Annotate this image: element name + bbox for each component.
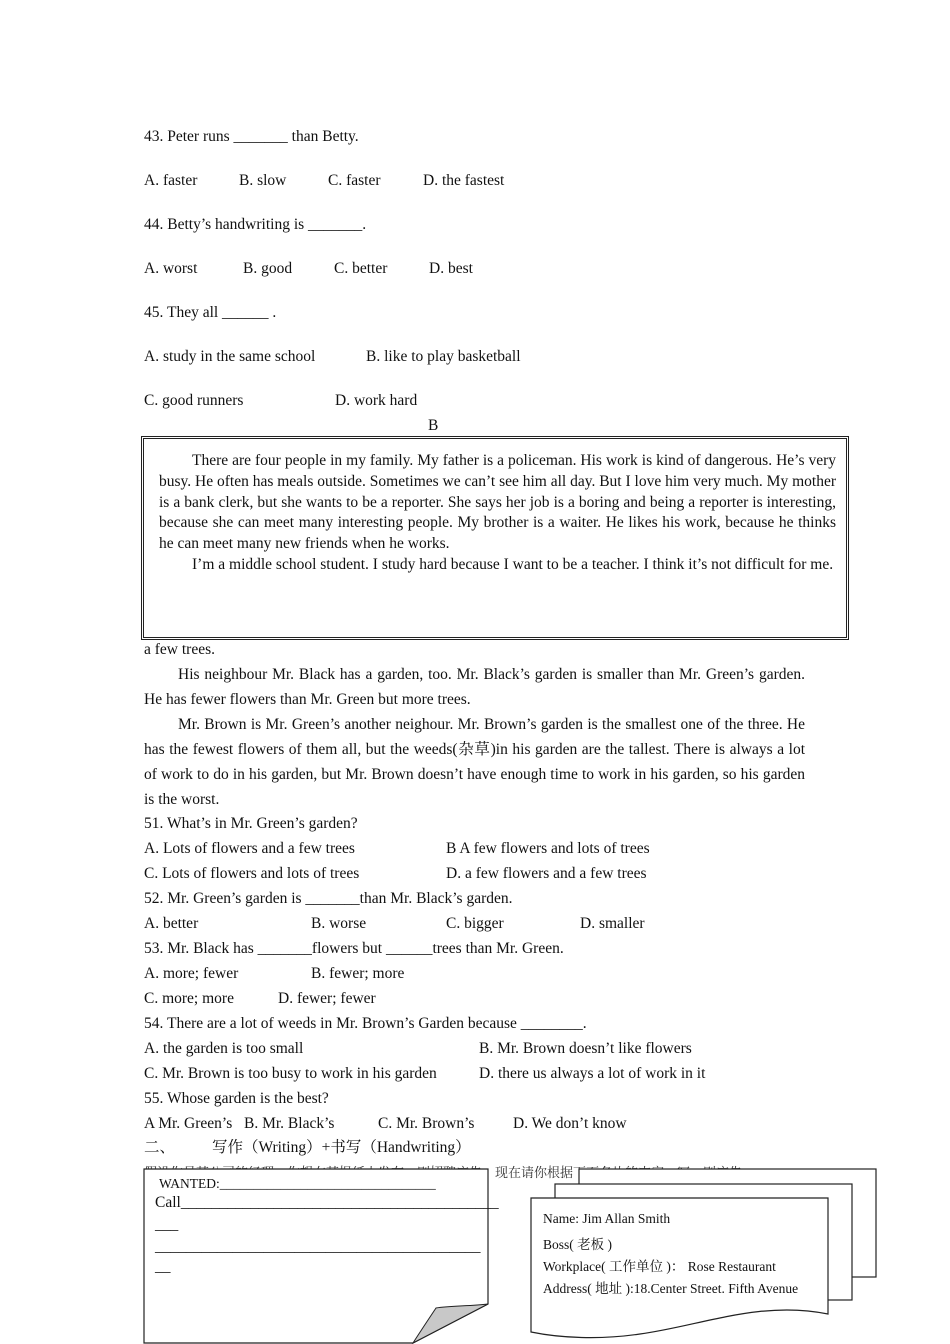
card-workplace: Workplace( 工作单位 )： Rose Restaurant — [543, 1259, 776, 1274]
q55-option-c: C. Mr. Brown’s — [378, 1115, 475, 1132]
q45-option-d: D. work hard — [335, 392, 418, 409]
q52-option-d: D. smaller — [580, 915, 645, 932]
q44-option-a: A. worst — [144, 260, 198, 277]
q53-option-c: C. more; more — [144, 990, 234, 1007]
card-name: Name: Jim Allan Smith — [543, 1211, 671, 1226]
q52-stem: 52. Mr. Green’s garden is _______than Mr. Black’s garden. — [144, 890, 513, 907]
q53-option-d: D. fewer; fewer — [278, 990, 376, 1007]
q53-stem: 53. Mr. Black has _______flowers but ______trees than Mr. Green. — [144, 940, 564, 957]
q55-option-d: D. We don’t know — [513, 1115, 627, 1132]
q54-option-b: B. Mr. Brown doesn’t like flowers — [479, 1040, 692, 1057]
q45-option-a: A. study in the same school — [144, 348, 316, 365]
q52-option-c: C. bigger — [446, 915, 504, 932]
q54-option-d: D. there us always a lot of work in it — [479, 1065, 706, 1082]
q43-option-d: D. the fastest — [423, 172, 505, 189]
q55-stem: 55. Whose garden is the best? — [144, 1090, 329, 1107]
q43-option-a: A. faster — [144, 172, 198, 189]
q53-option-a: A. more; fewer — [144, 965, 239, 982]
section-b-letter: B — [428, 417, 439, 434]
q55-option-b: B. Mr. Black’s — [244, 1115, 335, 1132]
q44-stem: 44. Betty’s handwriting is _______. — [144, 216, 367, 233]
family-passage-p2: I’m a middle school student. I study hard because I want to be a teacher. I think it’s not difficult for me. — [192, 555, 834, 573]
q44-option-c: C. better — [334, 260, 388, 277]
family-passage-p1: There are four people in my family. My father is a policeman. His work is kind of dangerous. He’s very busy. He often has meals outside. Sometimes we can’t see him all day. But I love him very much. My mother is a bank clerk, but she wants to be a reporter. She says her job is a boring and being a reporter is interesting, because she can meet many interesting people. My brother is a waiter. He likes his work, because he thinks he can meet many new friends when he works. — [159, 452, 836, 553]
q55-option-a: A Mr. Green’s — [144, 1115, 233, 1132]
q51-option-d: D. a few flowers and a few trees — [446, 865, 647, 882]
q54-option-c: C. Mr. Brown is too busy to work in his garden — [144, 1065, 437, 1082]
q52-option-a: A. better — [144, 915, 199, 932]
blank-line-1: ___ — [155, 1216, 179, 1233]
writing-heading: 写作（Writing）+书写（Handwriting） — [212, 1139, 471, 1156]
q44-option-b: B. good — [243, 260, 293, 277]
q45-stem: 45. They all ______ . — [144, 304, 277, 321]
q51-stem: 51. What’s in Mr. Green’s garden? — [144, 815, 358, 832]
blank-line-2: __________________________________________ — [155, 1238, 481, 1255]
q45-option-b: B. like to play basketball — [366, 348, 521, 365]
wanted-line: WANTED:________________________________ — [159, 1176, 436, 1191]
q53-option-b: B. fewer; more — [311, 965, 405, 982]
q51-option-a: A. Lots of flowers and a few trees — [144, 840, 355, 857]
blank-line-3: __ — [155, 1258, 171, 1275]
q51-option-c: C. Lots of flowers and lots of trees — [144, 865, 360, 882]
card-boss: Boss( 老板 ) — [543, 1237, 613, 1252]
q52-option-b: B. worse — [311, 915, 367, 932]
q44-option-d: D. best — [429, 260, 473, 277]
q43-option-c: C. faster — [328, 172, 381, 189]
call-line: Call_________________________________________ — [155, 1194, 499, 1211]
q51-option-b: B A few flowers and lots of trees — [446, 840, 650, 857]
card-address: Address( 地址 ):18.Center Street. Fifth Avenue — [543, 1281, 799, 1296]
q54-stem: 54. There are a lot of weeds in Mr. Brown’s Garden because ________. — [144, 1015, 587, 1032]
passage-fragment: a few trees. — [144, 641, 215, 658]
garden-passage-p1: His neighbour Mr. Black has a garden, too. Mr. Black’s garden is smaller than Mr. Green’s garden. He has fewer flowers than Mr. Green but more trees. — [144, 666, 805, 708]
q43-option-b: B. slow — [239, 172, 287, 189]
garden-passage-p2: Mr. Brown is Mr. Green’s another neighour. Mr. Brown’s garden is the smallest one of the three. He has the fewest flowers of them all, but the weeds(杂草)in his garden are the tallest. There is always a lot of work to do in his garden, but Mr. Brown doesn’t have enough time to work in his garden, so his garden is the worst. — [144, 716, 805, 808]
q45-option-c: C. good runners — [144, 392, 244, 409]
q54-option-a: A. the garden is too small — [144, 1040, 304, 1057]
writing-heading-number: 二、 — [144, 1139, 176, 1156]
q43-stem: 43. Peter runs _______ than Betty. — [144, 128, 359, 145]
